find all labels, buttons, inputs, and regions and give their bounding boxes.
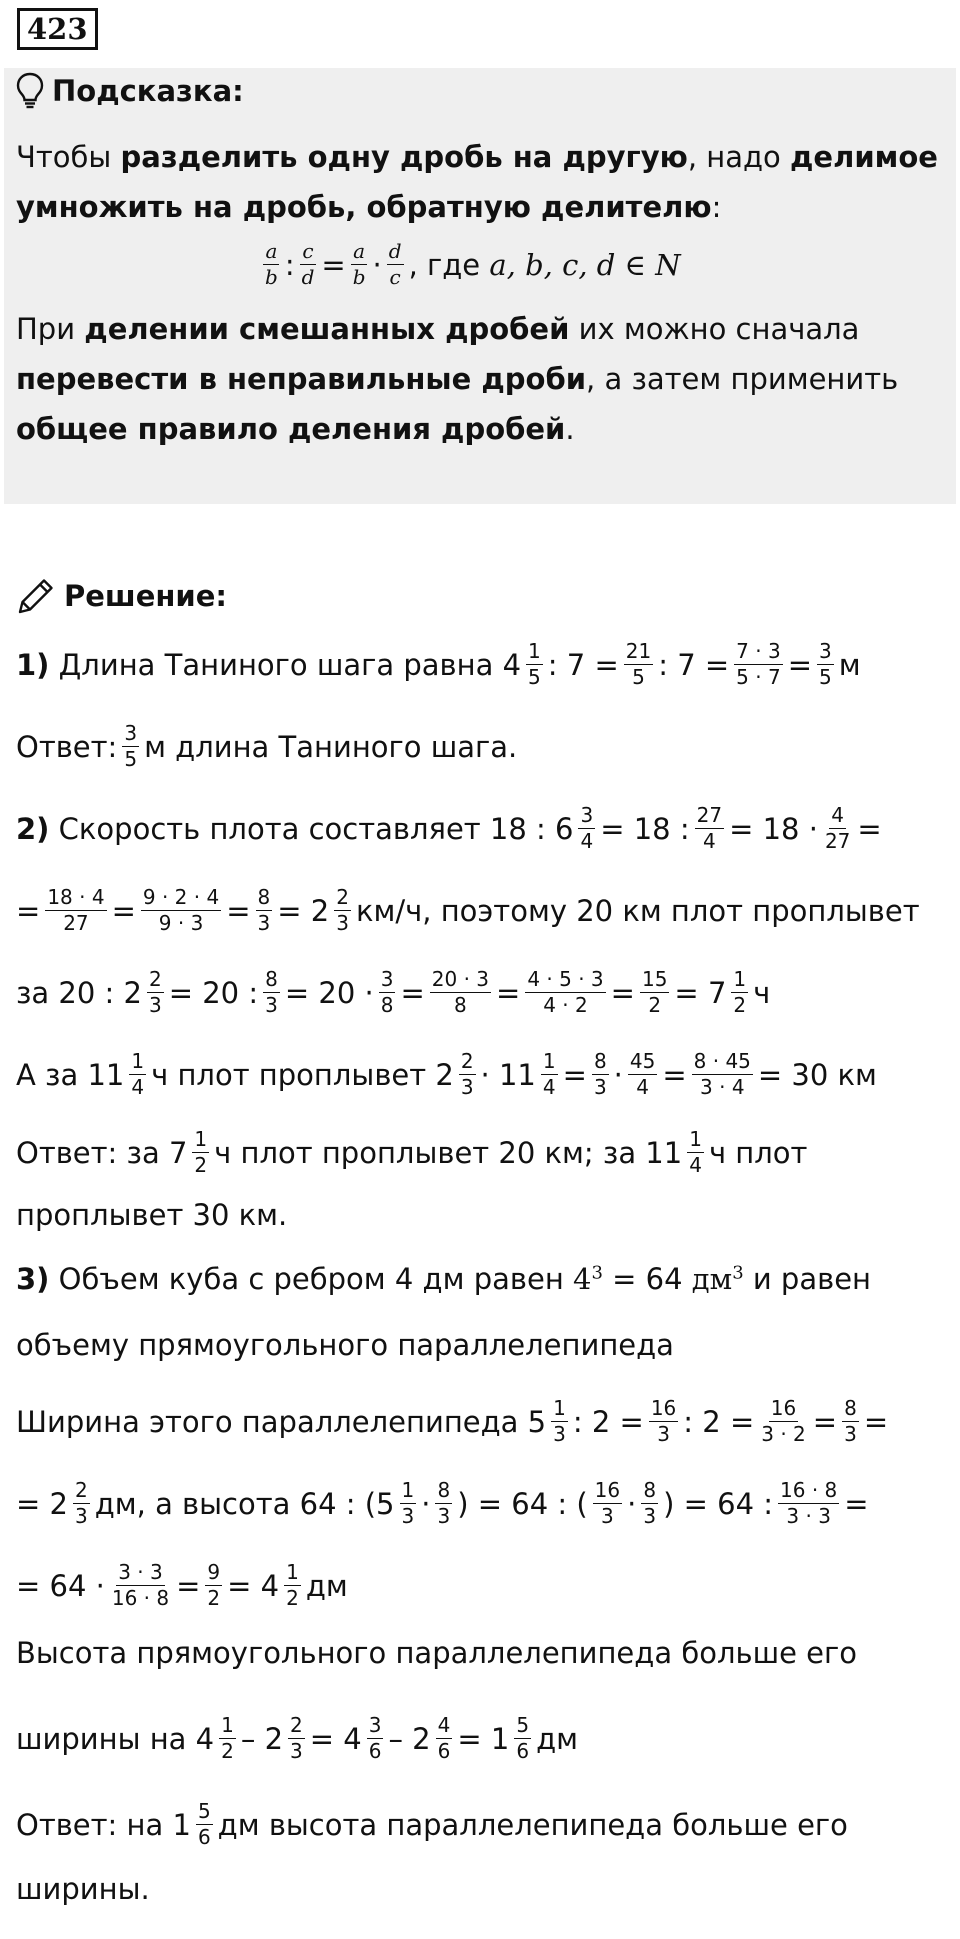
fraction-numerator: 4: [831, 803, 845, 827]
fraction-denominator: 6: [516, 1739, 530, 1763]
solution-line: [16, 1872, 150, 1906]
text-run: = 1: [457, 1721, 510, 1756]
bold-text: общее правило деления дробей: [16, 412, 566, 446]
fraction-numerator: 2: [74, 1478, 88, 1502]
fraction: [692, 1050, 753, 1099]
fraction-numerator: 2: [336, 885, 349, 909]
solution-line: [16, 1328, 674, 1362]
text-run: Скорость плота составляет 18 : 6: [49, 811, 574, 846]
fraction-denominator: 2: [194, 1153, 208, 1177]
fraction-numerator: 8: [265, 967, 278, 991]
text-run: их можно сначала: [569, 312, 860, 346]
fraction-numerator: 8 · 45: [693, 1049, 751, 1073]
fraction-numerator: 1: [131, 1049, 145, 1073]
fraction: [823, 804, 852, 853]
formula-fraction-3: $\frac{a}{b}$: [352, 239, 366, 289]
text-run: ч: [753, 975, 771, 1010]
fraction: [141, 886, 221, 935]
text-run: проплывет 30 км.: [16, 1198, 288, 1232]
fraction-denominator: 3: [460, 1075, 474, 1099]
fraction: [525, 968, 605, 1017]
solution-title: Решение:: [64, 579, 228, 613]
fraction-denominator: 2: [733, 993, 747, 1017]
text-run: :: [711, 190, 722, 224]
text-run: объему прямоугольного параллелепипеда: [16, 1328, 674, 1362]
fraction-numerator: 1: [194, 1127, 208, 1151]
fraction-denominator: 9 · 3: [158, 911, 204, 935]
fraction-numerator: 3: [819, 639, 832, 663]
text-run: за 20 : 2: [16, 975, 142, 1010]
solution-line: [16, 1479, 869, 1528]
text-run: .: [565, 412, 575, 446]
fraction: [219, 1714, 236, 1763]
fraction-numerator: 7 · 3: [736, 639, 781, 663]
fraction-denominator: 3: [601, 1504, 614, 1528]
fraction-denominator: 27: [824, 829, 851, 853]
fraction-numerator: 1: [689, 1127, 702, 1151]
text-run: = 18 ·: [729, 811, 818, 846]
hint-formula: [258, 240, 681, 289]
bold-text: 1): [16, 647, 50, 682]
hint-header: [16, 72, 244, 110]
fraction-numerator: 4: [437, 1713, 451, 1737]
fraction-numerator: 1: [733, 967, 747, 991]
fraction-numerator: 1: [286, 1560, 299, 1584]
text-run: дм высота параллелепипеда больше его: [217, 1807, 848, 1842]
fraction-denominator: 3: [657, 1422, 670, 1446]
solution-line: [16, 1636, 857, 1670]
hint-title: Подсказка:: [52, 74, 244, 108]
text-run: = 18 :: [600, 811, 690, 846]
fraction-numerator: 8: [593, 1049, 607, 1073]
task-number-badge: 423: [17, 8, 98, 50]
fraction-denominator: 8: [454, 993, 467, 1017]
power-exponent: 3: [732, 1262, 744, 1284]
text-run: =: [844, 1486, 869, 1521]
lightbulb-icon: [16, 72, 44, 110]
text-run: = 2: [277, 893, 330, 928]
text-run: дм: [305, 1568, 348, 1603]
fraction-numerator: 1: [542, 1049, 556, 1073]
fraction: [459, 1050, 476, 1099]
fraction-denominator: 3: [643, 1504, 657, 1528]
solution-header: [16, 576, 227, 616]
hint-line-3: [16, 312, 859, 346]
fraction: [817, 640, 834, 689]
bold-text: перевести в неправильные дроби: [16, 362, 587, 396]
fraction-numerator: 16: [770, 1396, 797, 1420]
fraction-denominator: 4: [580, 829, 594, 853]
text-run: : 7 =: [658, 647, 730, 682]
text-run: = 7: [674, 975, 727, 1010]
text-run: ширины.: [16, 1872, 150, 1906]
text-run: =: [496, 975, 521, 1010]
formula-op-3: ·: [372, 247, 382, 282]
fraction: [526, 640, 543, 689]
solution-line: [16, 968, 770, 1017]
bold-text: делении смешанных дробей: [84, 312, 570, 346]
text-run: ч плот проплывет 20 км; за 11: [214, 1135, 683, 1170]
text-run: Ответ: за 7: [16, 1135, 188, 1170]
fraction-denominator: 5: [819, 665, 832, 689]
fraction-denominator: 5: [528, 665, 541, 689]
formula-op-1: :: [284, 247, 295, 282]
text-run: = 20 :: [168, 975, 259, 1010]
fraction-denominator: 2: [221, 1739, 234, 1763]
fraction: [192, 1128, 209, 1177]
fraction: [592, 1050, 609, 1099]
fraction-denominator: 2: [207, 1586, 221, 1610]
fraction: [541, 1050, 558, 1099]
solution-line: [16, 1714, 578, 1763]
fraction: [624, 640, 653, 689]
fraction: [334, 886, 351, 935]
text-run: – 2: [240, 1721, 284, 1756]
fraction-numerator: 3: [368, 1713, 382, 1737]
solution-line: [16, 1262, 871, 1296]
fraction-numerator: 2: [290, 1713, 303, 1737]
fraction: [45, 886, 106, 935]
text-run: · 11: [480, 1057, 536, 1092]
text-run: ч плот проплывет 2: [151, 1057, 454, 1092]
fraction: [778, 1479, 839, 1528]
text-run: Ответ: на 1: [16, 1807, 191, 1842]
fraction-denominator: 4: [702, 829, 716, 853]
text-run: =: [176, 1568, 201, 1603]
fraction-numerator: 3: [580, 803, 594, 827]
hint-line-2: [16, 190, 721, 224]
text-run: ) = 64 :: [663, 1486, 774, 1521]
text-run: =: [400, 975, 425, 1010]
fraction-numerator: 2: [148, 967, 162, 991]
text-run: = 64 ·: [16, 1568, 105, 1603]
fraction-denominator: 3: [336, 911, 349, 935]
solution-line: [16, 1198, 287, 1232]
fraction-denominator: 6: [368, 1739, 382, 1763]
text-run: км/ч, поэтому 20 км плот проплывет: [355, 893, 920, 928]
fraction: [551, 1397, 568, 1446]
text-run: =: [787, 647, 813, 682]
fraction-numerator: 1: [401, 1478, 415, 1502]
fraction-numerator: 16 · 8: [780, 1478, 838, 1502]
fraction-numerator: 2: [460, 1049, 474, 1073]
power-base: дм: [691, 1262, 733, 1296]
fraction-denominator: 8: [380, 993, 394, 1017]
formula-fraction-1: $\frac{a}{b}$: [265, 239, 278, 289]
fraction: [734, 640, 783, 689]
text-run: =: [562, 1057, 587, 1092]
text-run: =: [16, 893, 41, 928]
fraction-numerator: 15: [641, 967, 668, 991]
fraction-denominator: 3: [553, 1422, 566, 1446]
fraction-denominator: 3: [148, 993, 162, 1017]
text-run: Ответ:: [16, 729, 118, 764]
text-run: Ширина этого параллелепипеда 5: [16, 1404, 547, 1439]
bold-text: 3): [16, 1262, 50, 1296]
text-run: = 4: [227, 1568, 280, 1603]
fraction-denominator: 6: [197, 1825, 211, 1849]
fraction-denominator: 3: [401, 1504, 415, 1528]
fraction-numerator: 1: [221, 1713, 234, 1737]
solution-line: [16, 1561, 348, 1610]
fraction: [129, 1050, 146, 1099]
fraction-numerator: 8: [643, 1478, 657, 1502]
fraction-denominator: 5: [124, 747, 138, 771]
text-run: ·: [627, 1486, 637, 1521]
fraction: [205, 1561, 222, 1610]
pencil-icon: [16, 576, 56, 616]
text-run: – 2: [388, 1721, 431, 1756]
fraction: [288, 1714, 305, 1763]
text-run: Объем куба с ребром 4 дм равен: [49, 1262, 573, 1296]
fraction-numerator: 8: [437, 1478, 451, 1502]
power-expression: [573, 1262, 603, 1296]
fraction-numerator: 21: [625, 639, 652, 663]
fraction-denominator: 16 · 8: [111, 1586, 170, 1610]
fraction: [430, 968, 491, 1017]
solution-line: [16, 1800, 848, 1849]
text-run: = 64: [602, 1262, 692, 1296]
solution-line: [16, 804, 882, 853]
fraction: [436, 1714, 453, 1763]
fraction-numerator: 4 · 5 · 3: [527, 967, 604, 991]
text-run: =: [863, 1404, 889, 1439]
fraction-denominator: 2: [648, 993, 662, 1017]
text-run: ширины на 4: [16, 1721, 215, 1756]
fraction-denominator: 3 · 4: [700, 1075, 745, 1099]
fraction-numerator: 3: [380, 967, 394, 991]
fraction: [640, 968, 669, 1017]
fraction-numerator: 3 · 3: [118, 1560, 163, 1584]
fraction-denominator: 3: [265, 993, 278, 1017]
text-run: дм, а высота 64 : (5: [94, 1486, 395, 1521]
formula-fraction-4: $\frac{d}{c}$: [388, 239, 402, 289]
text-run: При: [16, 312, 85, 346]
fraction-denominator: 3 · 3: [786, 1504, 831, 1528]
fraction-numerator: 45: [629, 1049, 656, 1073]
fraction: [147, 968, 164, 1017]
bold-text: делимое: [790, 140, 938, 174]
text-run: и равен: [743, 1262, 871, 1296]
text-run: м: [838, 647, 861, 682]
fraction-denominator: 2: [286, 1586, 299, 1610]
fraction: [687, 1128, 704, 1177]
fraction-denominator: 3: [257, 911, 271, 935]
text-run: =: [111, 893, 136, 928]
fraction-numerator: 1: [528, 639, 541, 663]
fraction-numerator: 16: [594, 1478, 621, 1502]
fraction: [593, 1479, 622, 1528]
text-run: : 7 =: [547, 647, 619, 682]
fraction-numerator: 27: [696, 803, 723, 827]
fraction-numerator: 1: [553, 1396, 566, 1420]
fraction-numerator: 8: [257, 885, 271, 909]
solution-line: [16, 722, 517, 771]
text-run: , а затем применить: [586, 362, 899, 396]
fraction: [284, 1561, 301, 1610]
fraction: [628, 1050, 657, 1099]
fraction-denominator: 5: [632, 665, 645, 689]
power-base: 4: [573, 1262, 592, 1296]
fraction: [400, 1479, 417, 1528]
text-run: ч плот: [708, 1135, 808, 1170]
text-run: =: [857, 811, 882, 846]
fraction-denominator: 3: [844, 1422, 857, 1446]
fraction-numerator: 3: [124, 721, 138, 745]
fraction: [695, 804, 724, 853]
text-run: = 2: [16, 1486, 68, 1521]
bold-text: разделить одну дробь на другую: [120, 140, 688, 174]
text-run: Чтобы: [16, 140, 121, 174]
fraction-denominator: 5 · 7: [736, 665, 781, 689]
hint-line-5: [16, 412, 575, 446]
text-run: : 2 =: [572, 1404, 644, 1439]
text-run: =: [610, 975, 635, 1010]
hint-line-4: [16, 362, 898, 396]
fraction-denominator: 4: [542, 1075, 556, 1099]
fraction: [367, 1714, 384, 1763]
formula-tail: , где: [408, 247, 490, 282]
fraction: [842, 1397, 859, 1446]
text-run: Длина Таниного шага равна 4: [49, 647, 522, 682]
fraction: [435, 1479, 452, 1528]
fraction-denominator: 3: [437, 1504, 451, 1528]
fraction-denominator: 4: [689, 1153, 702, 1177]
text-run: ·: [421, 1486, 431, 1521]
formula-vars: a, b, c, d ∈ N: [489, 247, 681, 282]
fraction: [759, 1397, 808, 1446]
fraction: [649, 1397, 678, 1446]
text-run: =: [662, 1057, 687, 1092]
text-run: , надо: [687, 140, 790, 174]
text-run: : 2 =: [683, 1404, 755, 1439]
fraction-denominator: 6: [437, 1739, 451, 1763]
fraction-numerator: 5: [516, 1713, 530, 1737]
text-run: Высота прямоугольного параллелепипеда больше его: [16, 1636, 857, 1670]
text-run: = 30 км: [757, 1057, 877, 1092]
text-run: =: [812, 1404, 838, 1439]
fraction-denominator: 4 · 2: [543, 993, 588, 1017]
fraction-denominator: 3: [74, 1504, 88, 1528]
fraction: [379, 968, 396, 1017]
fraction: [731, 968, 748, 1017]
fraction: [514, 1714, 531, 1763]
fraction: [110, 1561, 171, 1610]
fraction: [641, 1479, 658, 1528]
text-run: ) = 64 : (: [457, 1486, 588, 1521]
fraction-denominator: 4: [131, 1075, 145, 1099]
text-run: ·: [613, 1057, 623, 1092]
formula-op-2: =: [321, 247, 346, 282]
bold-text: 2): [16, 811, 50, 846]
fraction-numerator: 9: [207, 1560, 221, 1584]
fraction-denominator: 3: [593, 1075, 607, 1099]
fraction-numerator: 8: [844, 1396, 857, 1420]
fraction: [578, 804, 595, 853]
fraction: [122, 722, 139, 771]
fraction: [263, 968, 280, 1017]
fraction-denominator: 3 · 2: [761, 1422, 806, 1446]
fraction-denominator: 27: [63, 911, 89, 935]
fraction-numerator: 5: [197, 1799, 211, 1823]
text-run: =: [226, 893, 251, 928]
power-expression: [692, 1262, 744, 1296]
text-run: А за 11: [16, 1057, 125, 1092]
fraction-denominator: 3: [290, 1739, 303, 1763]
fraction: [256, 886, 273, 935]
fraction-numerator: 20 · 3: [431, 967, 490, 991]
fraction: [73, 1479, 90, 1528]
text-run: дм: [536, 1721, 579, 1756]
solution-line: [16, 1128, 807, 1177]
fraction-numerator: 16: [650, 1396, 677, 1420]
fraction-numerator: 18 · 4: [47, 885, 105, 909]
solution-line: [16, 1397, 888, 1446]
hint-line-1: [16, 140, 938, 174]
solution-line: [16, 640, 861, 689]
solution-line: [16, 886, 920, 935]
fraction-numerator: 9 · 2 · 4: [142, 885, 220, 909]
bold-text: умножить на дробь, обратную делителю: [16, 190, 712, 224]
solution-line: [16, 1050, 877, 1099]
fraction: [196, 1800, 213, 1849]
text-run: = 20 ·: [284, 975, 374, 1010]
text-run: м длина Таниного шага.: [144, 729, 518, 764]
power-exponent: 3: [591, 1262, 603, 1284]
fraction-denominator: 4: [636, 1075, 649, 1099]
text-run: = 4: [309, 1721, 362, 1756]
formula-fraction-2: $\frac{c}{d}$: [301, 239, 315, 289]
